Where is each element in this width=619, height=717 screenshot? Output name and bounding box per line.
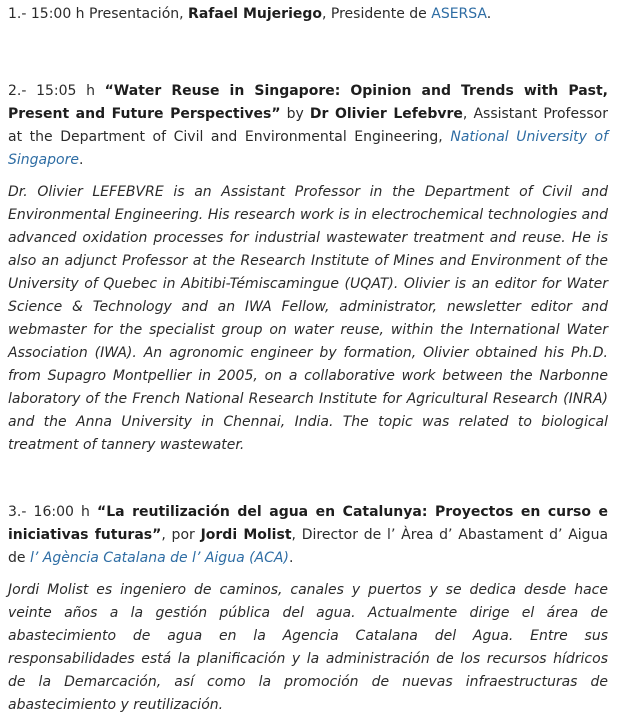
item-time: 15:05 h <box>36 83 95 99</box>
punctuation: . <box>486 6 492 22</box>
speaker-name: Jordi Molist <box>200 527 292 543</box>
speaker-role: , Assistant Professor at the Department of Civil and Environmental Engineering, <box>8 106 608 145</box>
item-time: 16:00 h <box>33 504 90 520</box>
speaker-role: , Director de l’ Àrea d’ Abastament d’ Aigua de <box>8 527 609 566</box>
org-link-asersa[interactable]: ASERSA <box>431 6 487 22</box>
program-item-1 <box>8 3 608 26</box>
talk-title: “La reutilización del agua en Catalunya: Proyectos en curso e iniciativas futuras” <box>8 504 609 543</box>
spacer <box>8 172 608 181</box>
speaker-role: , Presidente de <box>322 6 427 22</box>
punctuation: . <box>78 152 84 168</box>
speaker-name: Rafael Mujeriego <box>188 6 323 22</box>
spacer <box>8 457 608 501</box>
item-lead: Presentación, <box>89 6 184 22</box>
talk-title: “Water Reuse in Singapore: Opinion and Trends with Past, Present and Future Perspectives” <box>8 83 608 122</box>
speaker-bio: Dr. Olivier LEFEBVRE is an Assistant Professor in the Department of Civil and Environmental Engineering. His research work is in electrochemical technologies and advanced oxidation processes for industrial wastewater treatment and reuse. He is also an adjunct Professor at the Research Institute of Mines and Environment of the University of Quebec in Abitibi-Témiscamingue (UQAT). Olivier is an editor for Water Science & Technology and an IWA Fellow, administrator, newsletter editor and webmaster for the specialist group on water reuse, within the International Water Association (IWA). An agronomic engineer by formation, Olivier obtained his Ph.D. from Supagro Montpellier in 2005, on a collaborative work between the Narbonne laboratory of the French National Research Institute for Agricultural Research (INRA) and the Anna University in Chennai, India. The topic was related to biological treatment of tannery wastewater. <box>8 184 608 453</box>
item-number: 3.- <box>8 504 27 520</box>
speaker-bio: Jordi Molist es ingeniero de caminos, canales y puertos y se dedica desde hace veinte años a la gestión pública del agua. Actualmente dirige el área de abastecimiento de agua en la Agencia Catalana del Agua. Entre sus responsabilidades está la planificación y la administración de los recursos hídricos de la Demarcación, así como la promoción de nuevas infraestructuras de abastecimiento y reutilización. <box>8 582 608 713</box>
program-item-3 <box>8 501 608 570</box>
by-text: , por <box>161 527 195 543</box>
org-link-nus[interactable]: National University of Singapore <box>8 129 608 168</box>
by-text: by <box>286 106 304 122</box>
item-number: 2.- <box>8 83 27 99</box>
spacer <box>8 26 608 80</box>
program-item-2 <box>8 80 608 172</box>
item-number: 1.- <box>8 6 27 22</box>
punctuation: . <box>288 550 294 566</box>
item-time: 15:00 h <box>30 6 85 22</box>
speaker-name: Dr Olivier Lefebvre <box>309 106 463 122</box>
org-link-aca[interactable]: l’ Agència Catalana de l’ Aigua (ACA) <box>29 550 289 566</box>
spacer <box>8 570 608 579</box>
